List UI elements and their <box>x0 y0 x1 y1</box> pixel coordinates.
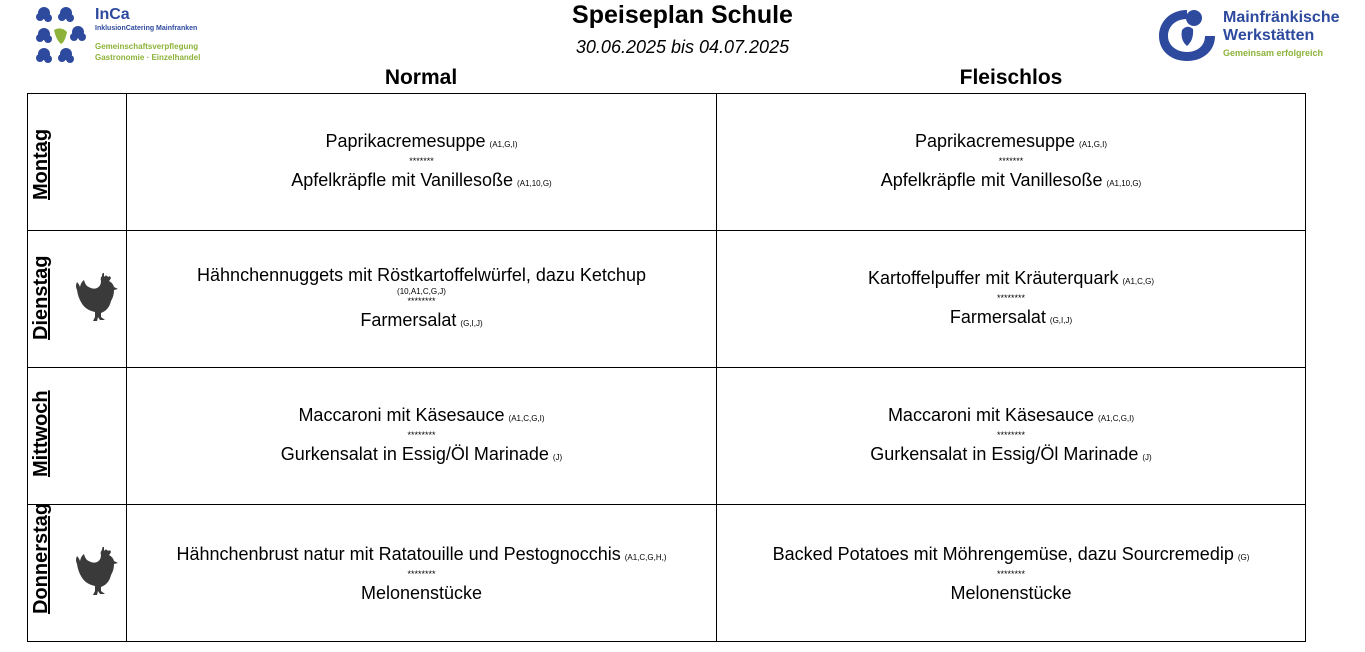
dish-name: Farmersalat <box>360 309 457 330</box>
side-dish <box>950 306 1072 332</box>
allergen-codes: (J) <box>552 452 563 462</box>
side-dish <box>870 443 1151 469</box>
allergen-codes: (J) <box>1142 452 1152 462</box>
main-dish <box>176 543 666 569</box>
mw-logo-line2: Werkstätten <box>1223 27 1315 44</box>
dish-name: Farmersalat <box>949 306 1046 327</box>
day-label: Mittwoch <box>30 390 52 477</box>
separator: ******** <box>996 429 1026 440</box>
main-dish <box>298 404 544 430</box>
mw-logo-mark-icon <box>1156 6 1218 64</box>
menu-cell-normal <box>126 231 716 367</box>
allergen-codes: (A1,10,G) <box>517 178 552 188</box>
dish-name: Melonenstücke <box>360 582 483 603</box>
dish-name: Paprikacremesuppe <box>325 130 486 151</box>
main-dish <box>197 264 646 286</box>
day-row <box>27 94 1306 231</box>
page-title: Speiseplan Schule <box>572 1 793 29</box>
dish-name: Gurkensalat in Essig/Öl Marinade <box>870 443 1139 464</box>
inca-logo-line2: Gastronomie · Einzelhandel <box>95 53 201 62</box>
day-cell <box>27 368 126 504</box>
page-header <box>0 0 1365 92</box>
main-dish <box>915 130 1107 156</box>
day-cell <box>27 502 126 641</box>
menu-cell-normal <box>126 94 716 230</box>
dish-name: Gurkensalat in Essig/Öl Marinade <box>280 443 549 464</box>
dish-name: Backed Potatoes mit Möhrengemüse, dazu Sourcremedip <box>772 543 1234 564</box>
separator: ******** <box>996 568 1026 579</box>
day-row <box>27 231 1306 368</box>
separator: ******* <box>998 155 1024 166</box>
dish-name: Melonenstücke <box>950 582 1072 603</box>
column-header-normal: Normal <box>384 66 458 89</box>
dish-name: Kartoffelpuffer mit Kräuterquark <box>867 267 1119 288</box>
inca-logo-line1: Gemeinschaftsverpflegung <box>95 42 199 51</box>
main-dish <box>325 130 517 156</box>
dish-name: Hähnchenbrust natur mit Ratatouille und Pestognocchis <box>176 543 621 564</box>
dish-name: Hähnchennuggets mit Röstkartoffelwürfel, dazu Ketchup <box>197 264 646 285</box>
separator: ******** <box>407 429 436 440</box>
day-label: Donnerstag <box>30 502 52 614</box>
allergen-codes: (G,I,J) <box>1049 315 1073 325</box>
menu-cell-fleischlos <box>716 368 1306 504</box>
inca-logo-name: InCa <box>95 6 130 23</box>
dish-name: Apfelkräpfle mit Vanillesoße <box>291 169 514 190</box>
day-cell <box>27 94 126 230</box>
allergen-codes: (G,I,J) <box>460 318 483 328</box>
allergen-codes: (A1,C,G,H,) <box>624 552 667 562</box>
allergen-codes: (A1,C,G,I) <box>1098 413 1135 423</box>
main-dish <box>868 267 1154 293</box>
menu-cell-fleischlos <box>716 94 1306 230</box>
side-dish <box>291 169 551 195</box>
menu-table <box>27 93 1306 642</box>
separator: ******** <box>996 292 1026 303</box>
column-header-fleischlos: Fleischlos <box>959 66 1063 89</box>
day-cell <box>27 231 126 367</box>
menu-cell-normal <box>126 505 716 641</box>
dish-name: Paprikacremesuppe <box>914 130 1076 151</box>
side-dish <box>360 309 482 335</box>
main-dish <box>773 543 1250 569</box>
allergen-codes: (A1,10,G) <box>1106 178 1142 188</box>
main-dish <box>888 404 1134 430</box>
allergen-codes: (10,A1,C,G,J) <box>397 286 446 296</box>
day-row <box>27 502 1306 642</box>
date-range: 30.06.2025 bis 04.07.2025 <box>575 37 790 57</box>
separator: ******** <box>407 295 436 306</box>
allergen-codes: (A1,G,I) <box>1079 139 1108 149</box>
side-dish <box>361 582 482 604</box>
chicken-icon <box>74 547 118 599</box>
mw-logo-tagline: Gemeinsam erfolgreich <box>1223 48 1324 58</box>
allergen-codes: (A1,C,G,I) <box>508 413 545 423</box>
chicken-icon <box>74 273 118 325</box>
allergen-codes: (A1,G,I) <box>489 139 518 149</box>
day-label: Montag <box>30 128 52 200</box>
menu-cell-fleischlos <box>716 505 1306 641</box>
mainfraenkische-werkstaetten-logo <box>1156 6 1356 64</box>
side-dish <box>281 443 562 469</box>
inca-logo-subtitle: InklusionCatering Mainfranken <box>95 25 198 32</box>
dish-name: Maccaroni mit Käsesauce <box>887 404 1095 425</box>
day-label: Dienstag <box>30 255 52 340</box>
dish-name: Maccaroni mit Käsesauce <box>298 404 505 425</box>
allergen-codes: (G) <box>1237 552 1250 562</box>
mw-logo-line1: Mainfränkische <box>1223 9 1340 26</box>
side-dish <box>950 582 1071 604</box>
day-row <box>27 368 1306 505</box>
dish-name: Apfelkräpfle mit Vanillesoße <box>880 169 1103 190</box>
allergen-codes: (A1,C,G) <box>1122 276 1155 286</box>
menu-cell-fleischlos <box>716 231 1306 367</box>
separator: ******* <box>409 155 434 166</box>
side-dish <box>881 169 1141 195</box>
separator: ******** <box>407 568 436 579</box>
menu-cell-normal <box>126 368 716 504</box>
